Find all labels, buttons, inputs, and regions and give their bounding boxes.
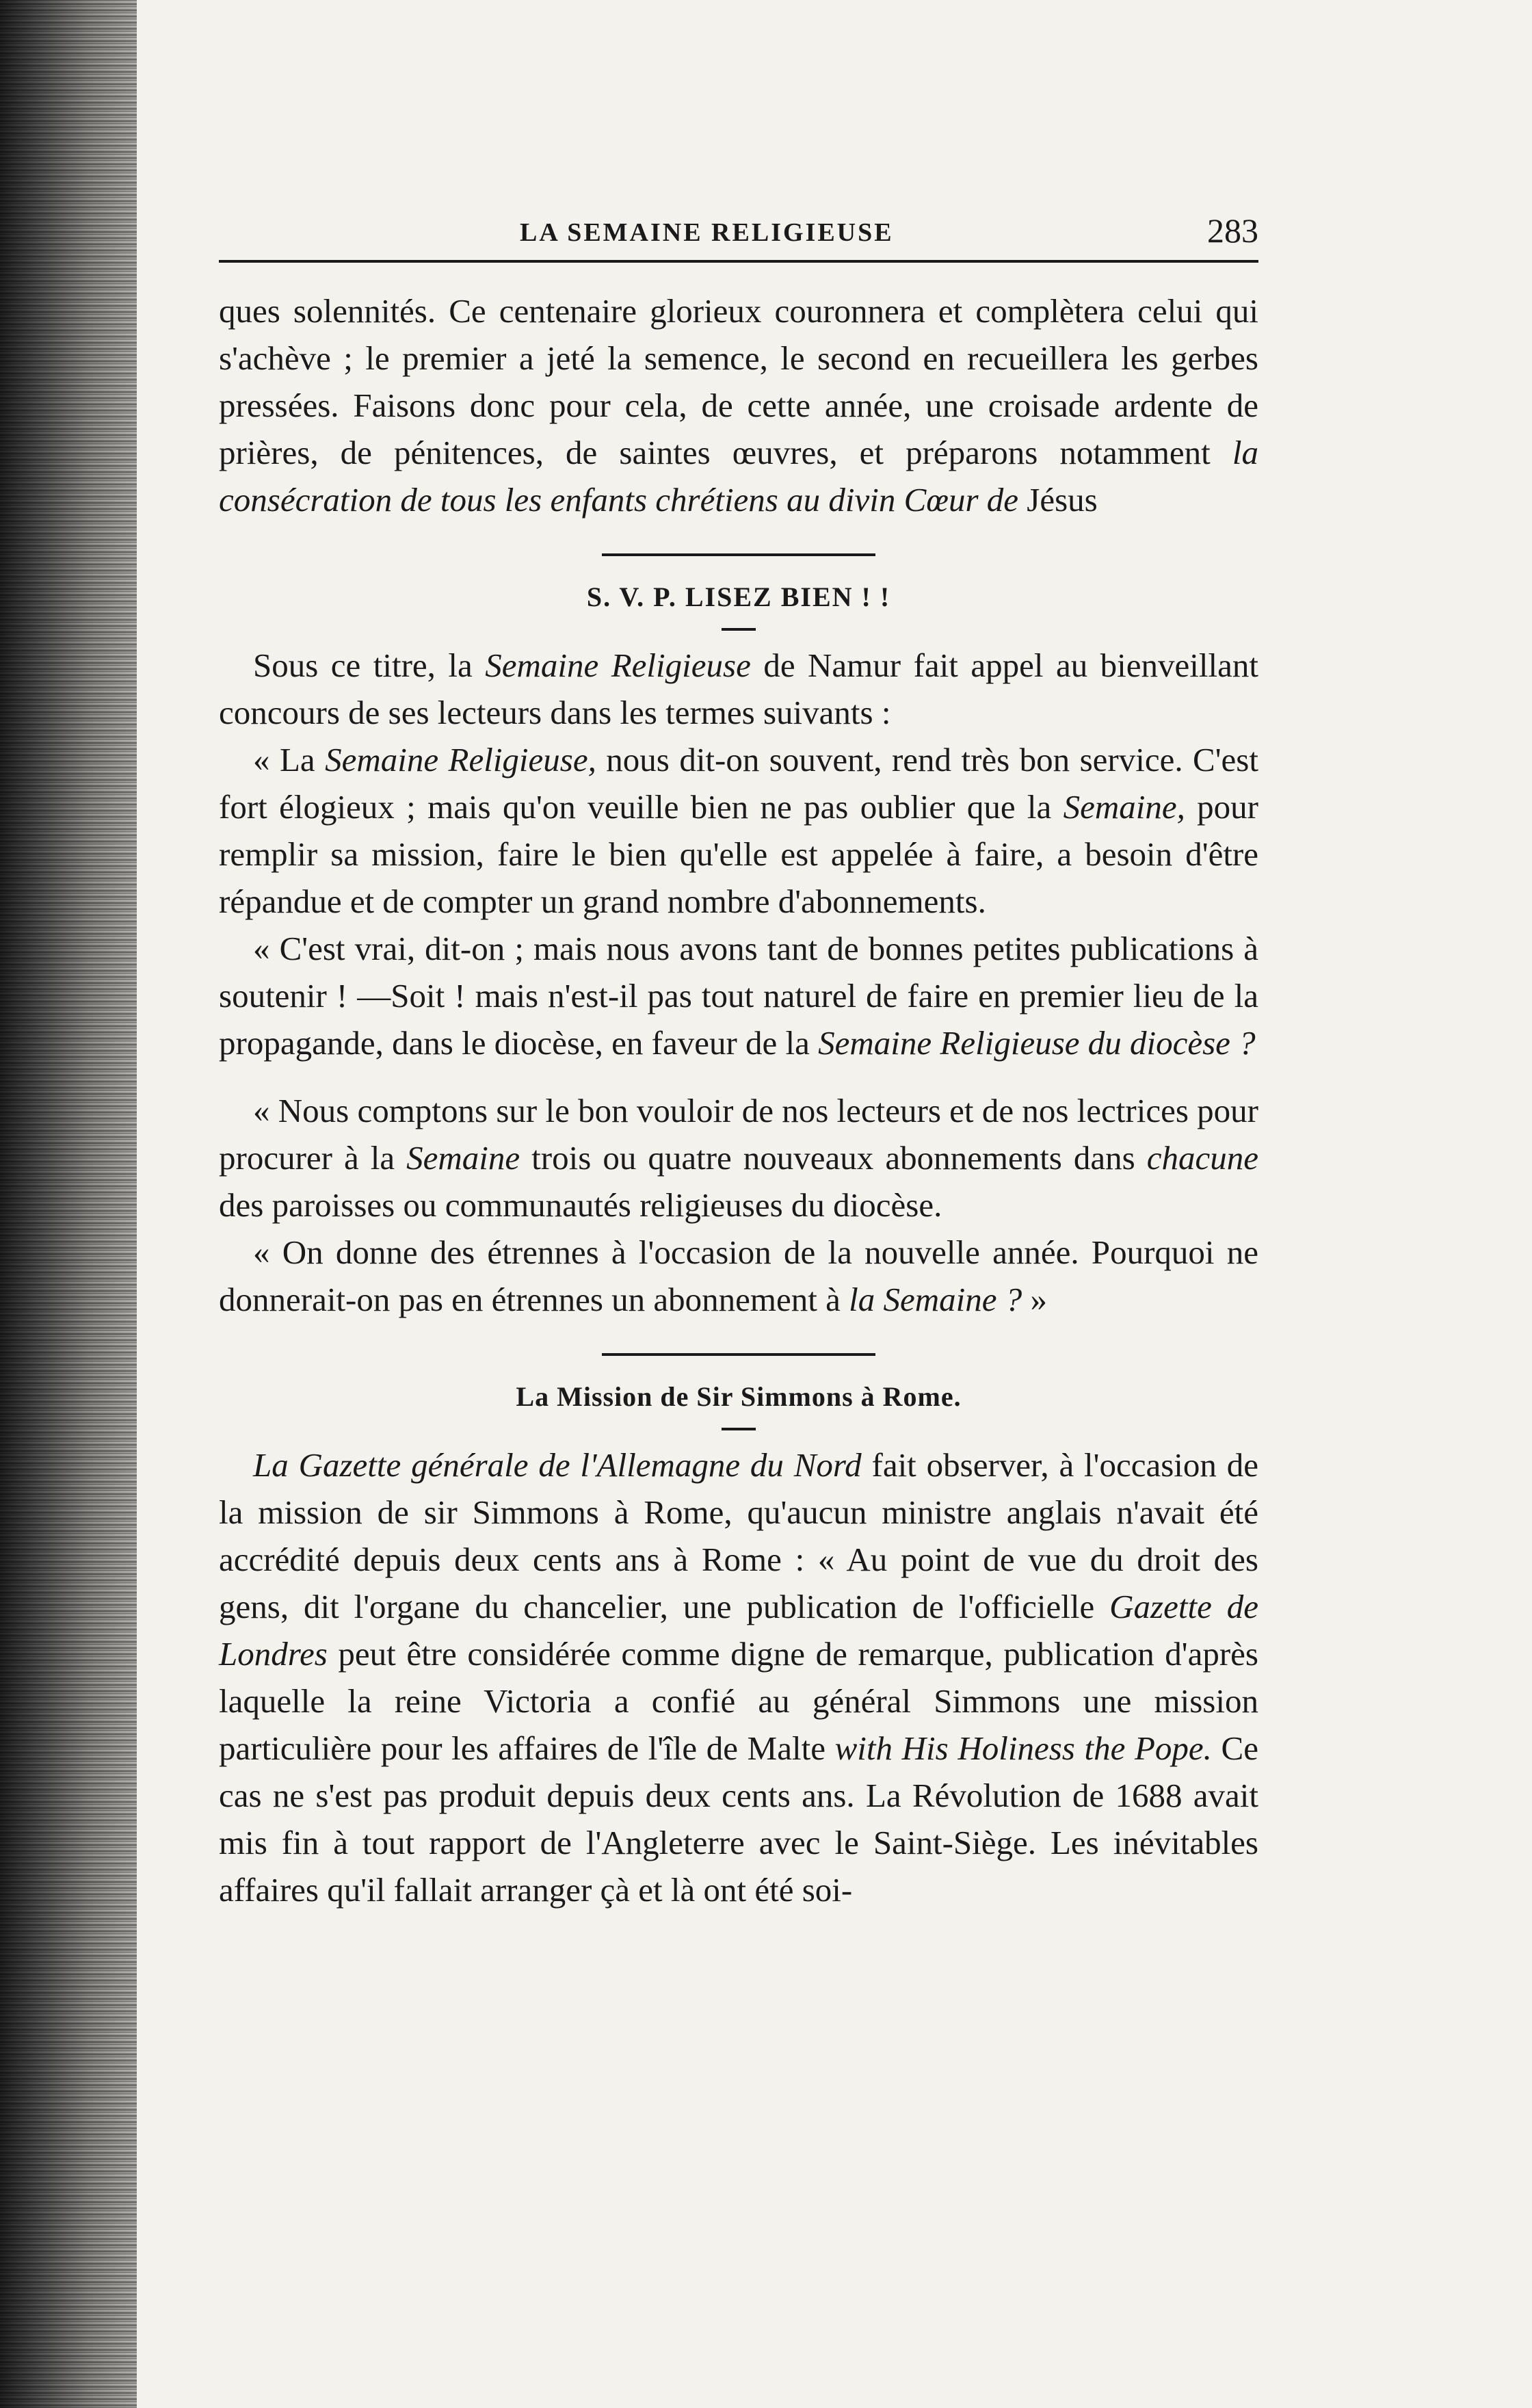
running-title: LA SEMAINE RELIGIEUSE <box>520 218 894 247</box>
simmons-paragraph-1: La Gazette générale de l'Allemagne du Nord fait observer, à l'occasion de la mission de sir Simmons à Rome, qu'aucun ministre anglais n'avait été accrédité depuis deux cents ans à Rome : « Au point de vue du droit des gens, dit l'organe du chancelier, une publication de l'officielle Gazette de Londres peut être considérée comme digne de remarque, publication d'après laquelle la reine Victoria a confié au général Simmons une mission particulière pour les affaires de l'île de Malte with His Holiness the Pope. Ce cas ne s'est pas produit depuis deux cents ans. La Révolution de 1688 avait mis fin à tout rapport de l'Angleterre avec le Saint-Siège. Les inévitables affaires qu'il fallait arranger çà et là ont été soi- <box>219 1446 1258 1909</box>
svp-paragraph-3: « C'est vrai, dit-on ; mais nous avons tant de bonnes petites publications à soutenir ! —Soit ! mais n'est-il pas tout naturel de faire en premier lieu de la propagande, dans le diocèse, en faveur de la Semaine Religieuse du diocèse ? <box>219 930 1258 1062</box>
section-divider <box>602 553 875 556</box>
svp-paragraph-4: « Nous comptons sur le bon vouloir de nos lecteurs et de nos lectrices pour procurer à la Semaine trois ou quatre nouveaux abonnements dans chacune des paroisses ou communautés religieuses du diocèse. <box>219 1092 1259 1224</box>
section-simmons-body <box>219 1441 1258 1913</box>
page <box>219 205 1258 1913</box>
intro-text-end: Jésus <box>1018 481 1098 519</box>
intro-emphasis: la consécration de tous les enfants chrétiens au divin Cœur de <box>219 434 1258 519</box>
intro-text-start: ques solennités. Ce centenaire glorieux couronnera et complètera celui qui s'achève ; le premier a jeté la semence, le second en recueillera les gerbes pressées. Faisons donc pour cela, de cette année, une croisade ardente de prières, de pénitences, de saintes œuvres, et préparons notamment <box>219 292 1258 471</box>
page-number: 283 <box>1207 211 1258 250</box>
intro-paragraph <box>219 287 1258 523</box>
section-divider-2 <box>602 1353 875 1356</box>
svp-paragraph-2: « La Semaine Religieuse, nous dit-on souvent, rend très bon service. C'est fort élogieux ; mais qu'on veuille bien ne pas oublier que la Semaine, pour remplir sa mission, faire le bien qu'elle est appelée à faire, a besoin d'être répandue et de compter un grand nombre d'abonnements. <box>219 741 1258 920</box>
heading-dash-2 <box>722 1428 756 1430</box>
svp-paragraph-1: Sous ce titre, la Semaine Religieuse de Namur fait appel au bienveillant concours de ses lecteurs dans les termes suivants : <box>219 646 1258 731</box>
section-svp-body <box>219 642 1258 1323</box>
section-heading-svp: S. V. P. LISEZ BIEN ! ! <box>586 581 891 612</box>
heading-dash <box>722 628 756 631</box>
page-header <box>219 205 1258 263</box>
intro-text <box>219 287 1258 523</box>
section-heading-simmons: La Mission de Sir Simmons à Rome. <box>516 1381 962 1412</box>
svp-paragraph-5: « On donne des étrennes à l'occasion de la nouvelle année. Pourquoi ne donnerait-on pas en étrennes un abonnement à la Semaine ? » <box>219 1233 1258 1318</box>
book-spine-edge <box>0 0 137 2408</box>
